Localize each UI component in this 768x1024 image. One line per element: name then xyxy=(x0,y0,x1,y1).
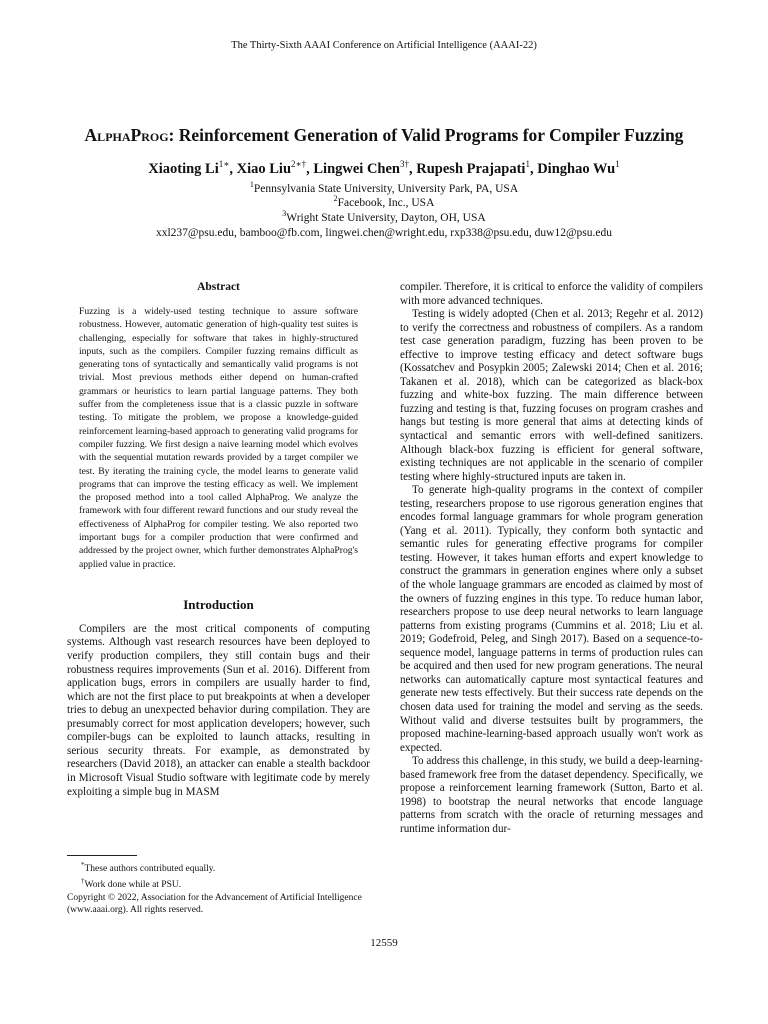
author-name: Dinghao Wu xyxy=(537,161,616,177)
affiliation-text: Facebook, Inc., USA xyxy=(337,197,435,209)
footnote-text: Work done while at PSU. xyxy=(84,880,182,891)
footnote-mark: * xyxy=(81,861,85,869)
footnotes xyxy=(67,855,370,916)
title-rest: : Reinforcement Generation of Valid Programs for Compiler Fuzzing xyxy=(168,125,684,145)
author-name: Rupesh Prajapati xyxy=(416,161,526,177)
intro-paragraph: To address this challenge, in this study, we build a deep-learning-based framework free from the dataset dependency. Specifically, we propose a reinforcement learning framework (Sutton, Barto et al. 1998) to bootstrap the neural networks that encode language patterns from scratch with the oracle of returning messages and runtime information dur- xyxy=(400,755,703,835)
conference-header: The Thirty-Sixth AAAI Conference on Artificial Intelligence (AAAI-22) xyxy=(231,40,537,51)
title-system-name: AlphaProg xyxy=(84,125,169,145)
affiliation-mark: 1 xyxy=(249,180,254,190)
affiliation-text: Wright State University, Dayton, OH, USA xyxy=(286,212,486,224)
author-mark: 2∗† xyxy=(291,159,307,170)
author-separator: , xyxy=(306,161,314,177)
affiliation-text: Pennsylvania State University, University Park, PA, USA xyxy=(253,183,519,195)
author-separator: , xyxy=(529,161,538,177)
footnote xyxy=(67,859,370,875)
author-mark: 1 xyxy=(525,159,530,170)
author-separator: , xyxy=(409,161,417,177)
intro-paragraph: Compilers are the most critical components of computing systems. Although vast research resources have been deployed to verify production compilers, they still contain bugs and their robustness requires improvements (Sun et al. 2016). Different from application bugs, errors in compilers are usually harder to find, which are not the first place to put breakpoints at when a developer tries to debug an unexpected behavior during compilation. They are presumably correct for most application developers; however, such compiler-bugs can be exploited to launch attacks, resulting in serious security threats. For example, as demonstrated by researchers (David 2018), an attacker can enable a stealth backdoor in Microsoft Visual Studio software with legitimate code by merely exploiting a simple bug in MASM xyxy=(67,622,370,798)
footnote-mark: † xyxy=(81,877,85,886)
author-mark: 3† xyxy=(400,159,410,170)
abstract-text: Fuzzing is a widely-used testing technique to assure software robustness. However, automatic generation of high-quality test suites is challenging, especially for software that takes in highly-structured inputs, such as the compilers. Compiler fuzzing remains difficult as generating tons of syntactically and semantically valid programs is not trivial. Most previous methods either depend on human-crafted grammars or heuristics to learn partial language patterns. They both suffer from the completeness issue that is a classic puzzle in software testing. To mitigate the problem, we propose a knowledge-guided reinforcement learning-based approach to generating valid programs for compiler fuzzing. We first design a naive learning model which evolves with the sequential mutation rewards provided by a target compiler we test. By iterating the training cycle, the model learns to generate valid programs that can improve the testing efficacy as well. We implement the proposed method into a tool called AlphaProg. We analyze the framework with four different reward functions and our study reveal the effectiveness of AlphaProg for compiler testing. We also reported two important bugs for a compiler production that were confirmed and addressed by the project owner, which further demonstrates AlphaProg's applied value in practice. xyxy=(79,306,358,570)
affiliation xyxy=(0,194,768,209)
author-name: Lingwei Chen xyxy=(313,161,401,177)
abstract-heading: Abstract xyxy=(197,281,240,293)
affiliation xyxy=(0,209,768,224)
footnote-text: These authors contributed equally. xyxy=(84,864,216,875)
intro-paragraph: To generate high-quality programs in the context of compiler testing, researchers propose to use rigorous generation engines that encodes formal language grammars for whole program generation (Yang et al. 2011). Typically, they conform both syntactic and semantic rules for generating effective programs for compiler testing. However, it takes human efforts and expert knowledge to construct the grammars in generation engines where only a subset of the whole language grammars are encoded as claimed by most of the owners of fuzzing engines in this type. To reduce human labor, researchers propose to use deep neural networks to learn language patterns from existing programs (Cummins et al. 2018; Liu et al. 2019; Godefroid, Peleg, and Singh 2017). Based on a sequence-to-sequence model, language patterns in terms of production rules can be acquired and then used for new program generations. The neural networks can automatically capture most syntactical features and generate new tests effectively. But their success rate depends on the chosen data used for training the model and serving as the seeds. Without valid and diverse testsuites built by programmers, the proposed machine-learning-based approach usually won't work as expected. xyxy=(400,484,703,754)
left-column xyxy=(67,281,370,799)
paper-title xyxy=(0,123,768,147)
intro-paragraph: Testing is widely adopted (Chen et al. 2013; Regehr et al. 2012) to verify the correctness and robustness of compilers. As a random test case generation paradigm, fuzzing has been proven to be effective to improve testing efficacy and detect software bugs (Kossatchev and Posypkin 2005; Zalewski 2014; Chen et al. 2016; Takanen et al. 2018), which can be categorized as black-box fuzzing and white-box fuzzing. The main difference between fuzzing and testing is that, fuzzing focuses on program crashes and hangs but testing is more general that aims at detecting kinds of syntactical and semantic errors with well-defined sanitizers. Although black-box fuzzing is efficient for general software, existing techniques are not applicable in the scenario of compiler testing where highly-structured inputs are taken in. xyxy=(400,308,703,483)
author-name: Xiaoting Li xyxy=(148,161,219,177)
author-list xyxy=(0,161,768,178)
author-emails: xxl237@psu.edu, bamboo@fb.com, lingwei.chen@wright.edu, rxp338@psu.edu, duw12@psu.edu xyxy=(155,227,613,239)
copyright-notice: Copyright © 2022, Association for the Advancement of Artificial Intelligence (www.aaai.org). All rights reserved. xyxy=(67,893,362,916)
author-name: Xiao Liu xyxy=(236,161,292,177)
author-mark: 1∗ xyxy=(218,159,230,170)
author-mark: 1 xyxy=(615,159,620,170)
footnote-rule xyxy=(67,855,137,856)
intro-paragraph: compiler. Therefore, it is critical to enforce the validity of compilers with more advanced techniques. xyxy=(400,281,703,307)
page-number: 12559 xyxy=(370,937,398,949)
footnote xyxy=(67,875,370,891)
right-column xyxy=(400,281,703,836)
affiliation xyxy=(0,180,768,195)
author-separator: , xyxy=(229,161,237,177)
introduction-heading: Introduction xyxy=(183,596,254,612)
affiliation-mark: 3 xyxy=(282,209,287,219)
affiliation-mark: 2 xyxy=(333,194,338,204)
